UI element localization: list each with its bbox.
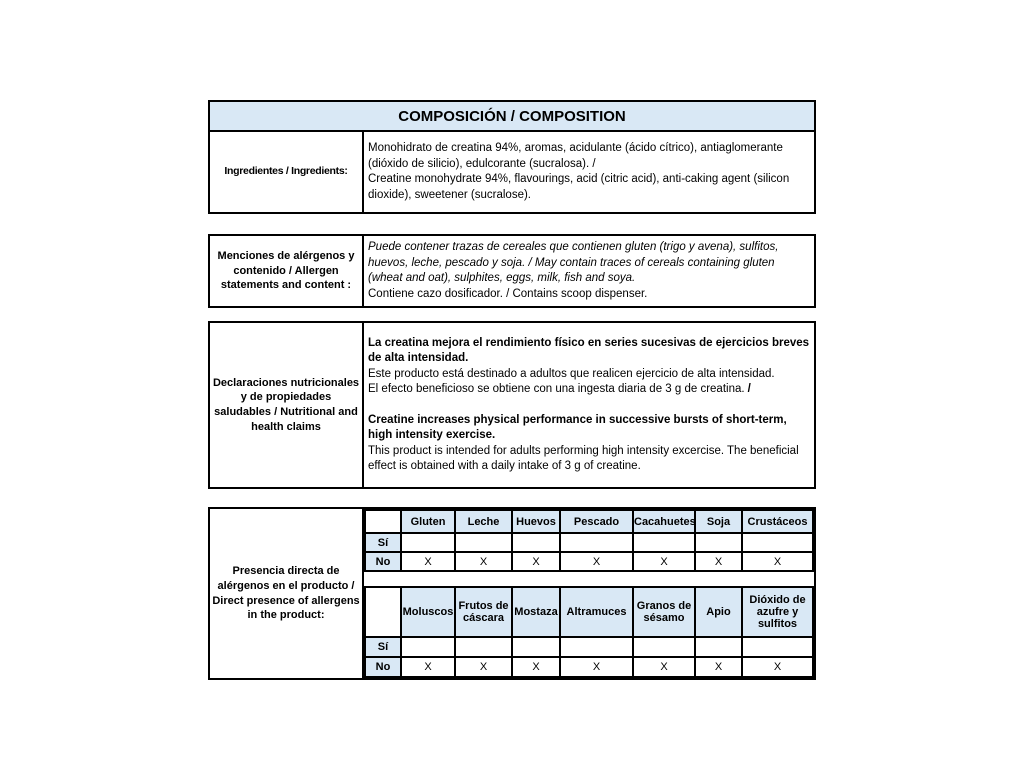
grid1-si-cell bbox=[742, 533, 813, 552]
claims-text-cell bbox=[363, 322, 815, 488]
ingredients-label: Ingredientes / Ingredients: bbox=[209, 131, 363, 213]
grid1-corner-cell bbox=[365, 510, 401, 533]
grid2-no-cell: X bbox=[560, 657, 633, 677]
grid2-no-cell: X bbox=[512, 657, 560, 677]
presence-label: Presencia directa de alérgenos en el producto / Direct presence of allergens in the product: bbox=[209, 508, 363, 679]
allergen-statements-italic-text: Puede contener trazas de cereales que contienen gluten (trigo y avena), sulfitos, huevos, leche, pescado y soja. / May contain traces of cereals containing gluten (wheat and oat), sulphites, eggs, milk, fish and soya. bbox=[368, 241, 779, 284]
grid2-si-cell bbox=[695, 637, 742, 657]
grid1-si-cell bbox=[560, 533, 633, 552]
allergen-statements-table bbox=[208, 234, 816, 308]
grid1-no-cell: X bbox=[633, 552, 695, 571]
allergen-header-altramuces: Altramuces bbox=[560, 587, 633, 637]
allergen-statements-normal-text: Contiene cazo dosificador. / Contains scoop dispenser. bbox=[368, 287, 648, 300]
grid2-si-cell bbox=[560, 637, 633, 657]
grid2-si-cell bbox=[633, 637, 695, 657]
allergen-header-apio: Apio bbox=[695, 587, 742, 637]
composition-document bbox=[208, 100, 816, 680]
allergen-grid-2 bbox=[364, 586, 814, 678]
allergen-header-mostaza: Mostaza bbox=[512, 587, 560, 637]
composition-table bbox=[208, 100, 816, 214]
allergen-grid-1 bbox=[364, 509, 814, 572]
grid1-si-cell bbox=[401, 533, 455, 552]
grid2-si-cell bbox=[512, 637, 560, 657]
grid1-no-cell: X bbox=[401, 552, 455, 571]
presence-grids-cell bbox=[363, 508, 815, 679]
grid2-corner-cell bbox=[365, 587, 401, 637]
allergen-header-granos-sesamo: Granos de sésamo bbox=[633, 587, 695, 637]
grid1-no-cell: X bbox=[560, 552, 633, 571]
grid2-no-label: No bbox=[365, 657, 401, 677]
grid2-si-cell bbox=[401, 637, 455, 657]
grid1-no-label: No bbox=[365, 552, 401, 571]
claims-bold-en: Creatine increases physical performance in successive bursts of short-term, high intensity exercise. bbox=[368, 413, 787, 441]
grid2-no-cell: X bbox=[742, 657, 813, 677]
allergen-header-cacahuetes: Cacahuetes bbox=[633, 510, 695, 533]
allergen-presence-table bbox=[208, 507, 816, 680]
claims-normal-es-2-text: El efecto beneficioso se obtiene con una ingesta diaria de 3 g de creatina. bbox=[368, 383, 745, 395]
claims-separator-slash: / bbox=[747, 383, 751, 395]
allergen-header-pescado: Pescado bbox=[560, 510, 633, 533]
allergen-header-leche: Leche bbox=[455, 510, 512, 533]
grid2-no-cell: X bbox=[455, 657, 512, 677]
allergen-statements-text-cell bbox=[363, 235, 815, 307]
allergen-header-crustaceos: Crustáceos bbox=[742, 510, 813, 533]
grid1-si-cell bbox=[633, 533, 695, 552]
claims-normal-es-2 bbox=[368, 382, 810, 398]
ingredients-text-en: Creatine monohydrate 94%, flavourings, acid (citric acid), anti-caking agent (silicon dioxide), sweetener (sucralose). bbox=[368, 173, 790, 201]
grid1-no-cell: X bbox=[695, 552, 742, 571]
grid2-no-cell: X bbox=[695, 657, 742, 677]
claims-bold-es: La creatina mejora el rendimiento físico en series sucesivas de ejercicios breves de alta intensidad. bbox=[368, 336, 810, 364]
grid1-si-cell bbox=[455, 533, 512, 552]
grid-gap bbox=[364, 572, 814, 586]
grid2-no-cell: X bbox=[633, 657, 695, 677]
allergen-header-frutos-cascara: Frutos de cáscara bbox=[455, 587, 512, 637]
grid2-si-cell bbox=[742, 637, 813, 657]
grid1-no-cell: X bbox=[512, 552, 560, 571]
grid2-si-cell bbox=[455, 637, 512, 657]
claims-blank-line bbox=[368, 398, 810, 413]
allergen-header-soja: Soja bbox=[695, 510, 742, 533]
ingredients-text-cell bbox=[363, 131, 815, 213]
ingredients-text-es: Monohidrato de creatina 94%, aromas, acidulante (ácido cítrico), antiaglomerante (dióxido de silicio), edulcorante (sucralosa). / bbox=[368, 142, 783, 170]
claims-normal-es-1: Este producto está destinado a adultos que realicen ejercicio de alta intensidad. bbox=[368, 367, 775, 380]
allergen-header-dioxido-azufre: Dióxido de azufre y sulfitos bbox=[742, 587, 813, 637]
page-title: COMPOSICIÓN / COMPOSITION bbox=[209, 101, 815, 131]
claims-table bbox=[208, 321, 816, 489]
grid1-no-cell: X bbox=[742, 552, 813, 571]
grid1-si-cell bbox=[695, 533, 742, 552]
grid1-no-cell: X bbox=[455, 552, 512, 571]
allergen-header-huevos: Huevos bbox=[512, 510, 560, 533]
grid2-si-label: Sí bbox=[365, 637, 401, 657]
grid2-no-cell: X bbox=[401, 657, 455, 677]
allergen-header-gluten: Gluten bbox=[401, 510, 455, 533]
claims-normal-en: This product is intended for adults performing high intensity excercise. The beneficial effect is obtained with a daily intake of 3 g of creatine. bbox=[368, 444, 799, 472]
allergen-statements-label: Menciones de alérgenos y contenido / Allergen statements and content : bbox=[209, 235, 363, 307]
claims-label: Declaraciones nutricionales y de propiedades saludables / Nutritional and health claims bbox=[209, 322, 363, 488]
grid1-si-cell bbox=[512, 533, 560, 552]
allergen-header-moluscos: Moluscos bbox=[401, 587, 455, 637]
grid1-si-label: Sí bbox=[365, 533, 401, 552]
